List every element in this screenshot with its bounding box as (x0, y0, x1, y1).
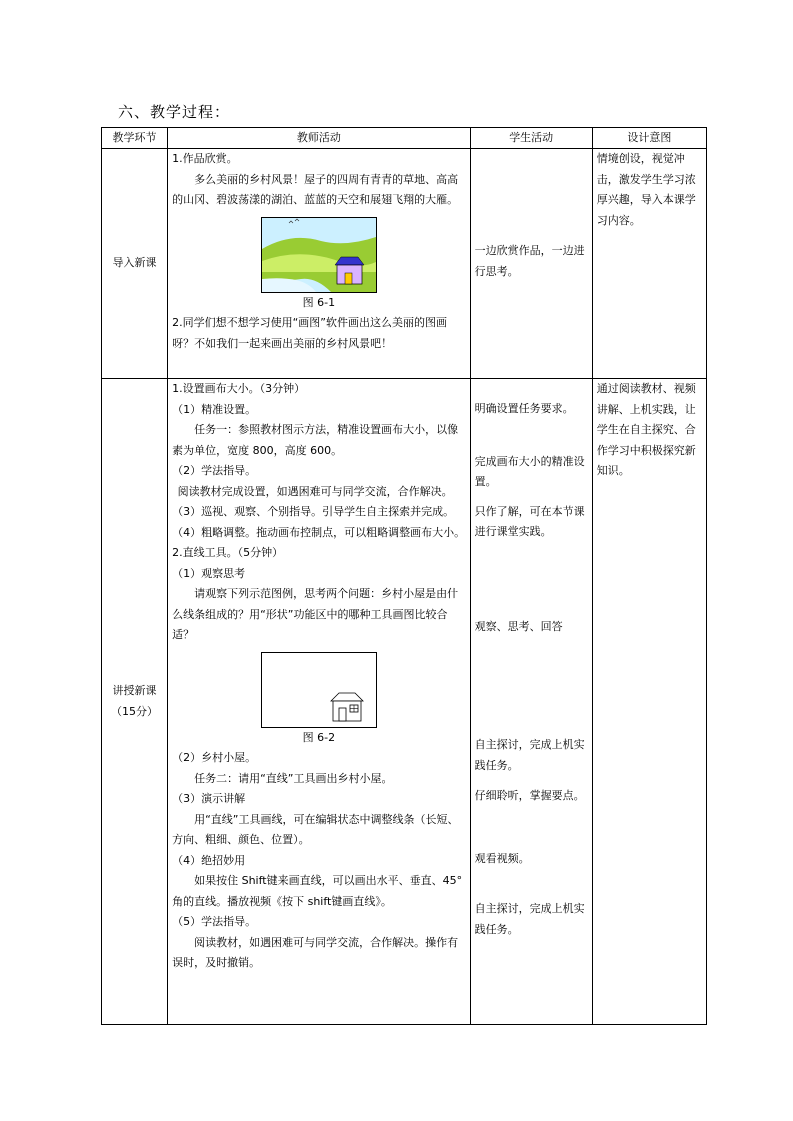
teacher-text: 阅读教材完成设置，如遇困难可与同学交流，合作解决。 (177, 484, 453, 498)
table-header-row (102, 128, 707, 149)
teacher-text: 2.同学们想不想学习使用“画图”软件画出这么美丽的图画呀？不如我们一起来画出美丽的乡村风景吧！ (172, 316, 447, 350)
student-text: 自主探讨，完成上机实践任务。 (474, 738, 585, 772)
teacher-text: （5）学法指导。 (172, 915, 257, 928)
student-text: 完成画布大小的精准设置。 (474, 454, 585, 488)
stage-cell-intro (102, 149, 168, 379)
student-text: 一边欣赏作品，一边进行思考。 (474, 244, 585, 278)
teacher-text: （3）演示讲解 (172, 792, 246, 805)
teacher-text: （1）精准设置。 (172, 402, 257, 416)
design-text: 情境创设，视觉冲击，激发学生学习浓厚兴趣，导入本课学习内容。 (596, 152, 696, 227)
teacher-text: 用“直线”工具画线，可在编辑状态中调整线条（长短、方向、粗细、颜色、位置）。 (172, 812, 459, 846)
teacher-text: 阅读教材，如遇困难可与同学交流，合作解决。操作有误时，及时撤销。 (172, 935, 459, 969)
teacher-cell-intro (168, 149, 471, 379)
stage-duration: （15分） (111, 704, 159, 718)
header-design: 设计意图 (592, 128, 706, 149)
design-cell-intro (592, 149, 706, 379)
teacher-text: （4）粗略调整。拖动画布控制点，可以粗略调整画布大小。 (172, 525, 466, 539)
landscape-figure (261, 217, 377, 293)
student-text: 观察、思考、回答 (474, 619, 563, 633)
figure-caption: 图 6-2 (302, 730, 336, 744)
teaching-process-table (101, 127, 707, 1025)
table-row (102, 379, 707, 1025)
teacher-text: 任务二：请用“直线”工具画出乡村小屋。 (194, 771, 393, 785)
teacher-text: 2.直线工具。（5分钟） (172, 546, 284, 559)
header-stage: 教学环节 (102, 128, 168, 149)
student-cell-intro (470, 149, 592, 379)
teacher-text: （2）乡村小屋。 (172, 751, 257, 764)
student-text: 观看视频。 (474, 851, 530, 865)
design-text: 通过阅读教材、视频讲解、上机实践，让学生在自主探究、合作学习中积极探究新知识。 (596, 382, 696, 477)
student-text: 自主探讨，完成上机实践任务。 (474, 902, 585, 936)
teacher-text: （2）学法指导。 (172, 464, 257, 477)
teacher-text: 1.作品欣赏。 (172, 152, 238, 165)
teacher-text: （3）巡视、观察、个别指导。引导学生自主探索并完成。 (172, 505, 455, 518)
cottage-figure (261, 652, 377, 728)
teacher-text: 如果按住 Shift键来画直线，可以画出水平、垂直、45°角的直线。播放视频《按下 shift键画直线》。 (172, 874, 463, 908)
teacher-text: 1.设置画布大小。（3分钟） (172, 382, 306, 395)
stage-label: 讲授新课 (112, 684, 157, 697)
teacher-cell-new-lesson (168, 379, 471, 1025)
header-teacher: 教师活动 (168, 128, 471, 149)
section-title: 六、教学过程： (118, 103, 231, 121)
teacher-text: 请观察下列示范图例，思考两个问题：乡村小屋是由什么线条组成的？用“形状”功能区中的哪种工具画图比较合适？ (172, 587, 459, 641)
design-cell-new-lesson (592, 379, 706, 1025)
stage-label: 导入新课 (112, 256, 157, 270)
teacher-text: 多么美丽的乡村风景！屋子的四周有青青的草地、高高的山冈、碧波荡漾的湖泊、蓝蓝的天空和展翅飞翔的大雁。 (172, 172, 459, 206)
teacher-text: （1）观察思考 (172, 566, 246, 580)
figure-caption: 图 6-1 (302, 295, 336, 309)
stage-cell-new-lesson (102, 379, 168, 1025)
teacher-text: （4）绝招妙用 (172, 853, 246, 867)
student-text: 明确设置任务要求。 (474, 402, 574, 415)
student-cell-new-lesson (470, 379, 592, 1025)
header-student: 学生活动 (470, 128, 592, 149)
teacher-text: 任务一：参照教材图示方法，精准设置画布大小，以像素为单位，宽度 800，高度 600。 (172, 423, 459, 457)
table-row (102, 149, 707, 379)
student-text: 仔细聆听，掌握要点。 (474, 789, 585, 802)
student-text: 只作了解，可在本节课进行课堂实践。 (474, 504, 585, 538)
